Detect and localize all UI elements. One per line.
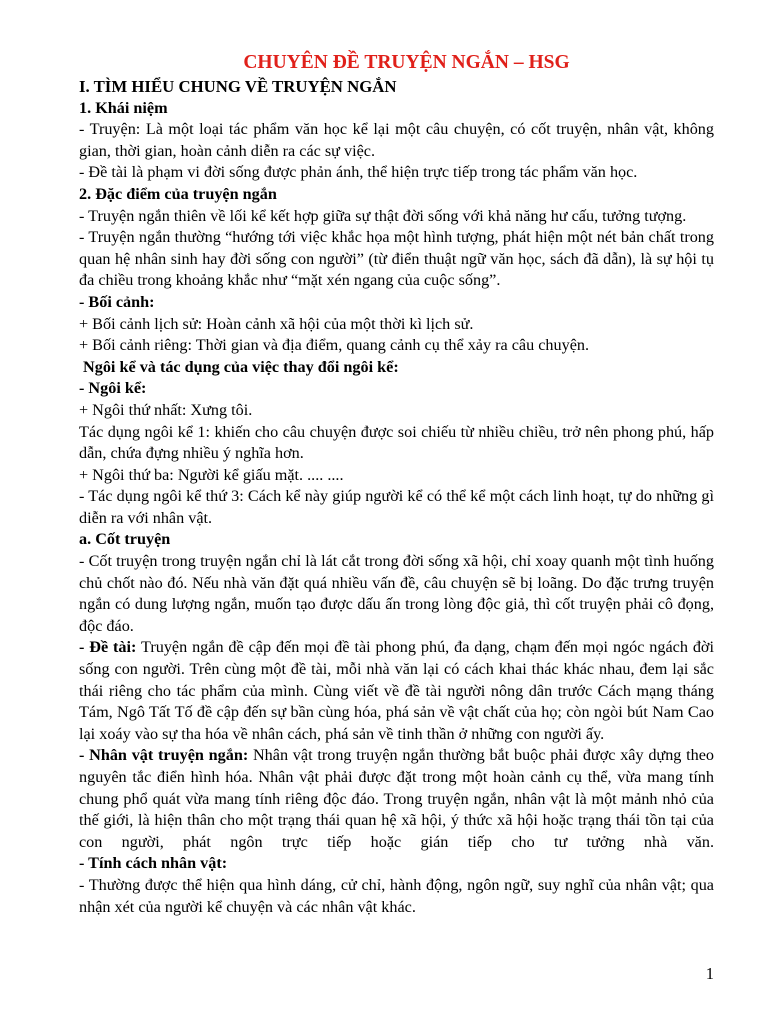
subheading-ngoi-ke-list: - Ngôi kể: [79,379,147,398]
section-heading: I. TÌM HIỂU CHUNG VỀ TRUYỆN NGẮN [79,77,397,96]
paragraph: + Ngôi thứ ba: Người kể giấu mặt. .... .... [79,465,344,484]
paragraph: + Bối cảnh riêng: Thời gian và địa điểm, quang cảnh cụ thể xảy ra câu chuyện. [79,336,590,355]
paragraph: - Cốt truyện trong truyện ngắn chỉ là lát cắt trong đời sống xã hội, chỉ xoay quanh một tình huống chủ chốt nào đó. Nếu nhà văn đặt quá nhiều vấn đề, câu chuyện sẽ bị loãng. Do đặc trưng truyện ngắn có dung lượng ngắn, muốn tạo được dấu ấn trong lòng độc giả, thì cốt truyện phải cô đọng, độc đáo. [79,552,714,635]
subheading-cot-truyen: a. Cốt truyện [79,530,171,549]
subheading-tinh-cach: - Tính cách nhân vật: [79,854,228,873]
subheading-boi-canh: - Bối cảnh: [79,292,155,311]
paragraph-text: Nhân vật trong truyện ngắn thường bắt buộc phải được xây dựng theo nguyên tắc điển hình hóa. Nhân vật phải được đặt trong một hoàn cảnh cụ thể, vừa mang tính chung phổ quát vừa mang tính riêng độc đáo. Trong truyện ngắn, nhân vật là một mảnh nhỏ của thế giới, là hiện thân cho một trạng thái quan hệ xã hội, ý thức xã hội hoặc trạng thái tồn tại của con người, phát ngôn trực tiếp hoặc gián tiếp cho tư tưởng nhà văn. [79,746,715,851]
paragraph-text: Truyện ngắn đề cập đến mọi đề tài phong phú, đa dạng, chạm đến mọi ngóc ngách đời sống con người. Trên cùng một đề tài, mỗi nhà văn lại có cách khai thác khác nhau, đem lại sắc thái riêng cho tác phẩm của mình. Cùng viết về đề tài người nông dân trước Cách mạng tháng Tám, Ngô Tất Tố đề cập đến sự bần cùng hóa, phá sản về vật chất của họ; còn ngòi bút Nam Cao lại xoáy vào sự tha hóa về nhân cách, phá sản về tinh thần ở những con người ấy. [79,638,714,743]
lead-label: - Nhân vật truyện ngắn: [79,746,249,765]
paragraph: Tác dụng ngôi kể 1: khiến cho câu chuyện được soi chiếu từ nhiều chiều, trở nên phong phú, hấp dẫn, chứa đựng nhiều ý nghĩa hơn. [79,422,714,463]
paragraph: - Truyện ngắn thường “hướng tới việc khắc họa một hình tượng, phát hiện một nét bản chất trong quan hệ nhân sinh hay đời sống con người” (từ điển thuật ngữ văn học, sách đã dẫn), là sự hội tụ đa chiều trong khoảng khắc như “mặt xén ngang của cuộc sống”. [79,228,714,290]
subheading-dac-diem: 2. Đặc điểm của truyện ngắn [79,184,277,203]
paragraph: - Thường được thể hiện qua hình dáng, cử chỉ, hành động, ngôn ngữ, suy nghĩ của nhân vật; qua nhận xét của người kể chuyện và các nhân vật khác. [79,875,714,916]
paragraph-nhan-vat [79,745,714,853]
paragraph: - Truyện: Là một loại tác phẩm văn học kể lại một câu chuyện, có cốt truyện, nhân vật, không gian, thời gian, hoàn cảnh diễn ra các sự việc. [79,120,714,160]
lead-label: - Đề tài: [79,638,137,657]
page-number: 1 [705,964,714,983]
document-title: CHUYÊN ĐỀ TRUYỆN NGẮN – HSG [243,52,570,73]
subheading-khai-niem: 1. Khái niệm [79,98,168,117]
paragraph-de-tai [79,637,714,745]
subheading-ngoi-ke: Ngôi kể và tác dụng của việc thay đổi ngôi kể: [79,357,399,376]
paragraph: + Bối cảnh lịch sử: Hoàn cảnh xã hội của một thời kì lịch sử. [79,314,474,333]
paragraph: - Tác dụng ngôi kể thứ 3: Cách kể này giúp người kể có thể kể một cách linh hoạt, tự do những gì diễn ra với nhân vật. [79,487,714,527]
paragraph: - Đề tài là phạm vi đời sống được phản ánh, thể hiện trực tiếp trong tác phẩm văn học. [79,163,638,182]
paragraph: + Ngôi thứ nhất: Xưng tôi. [79,400,253,419]
paragraph: - Truyện ngắn thiên về lối kể kết hợp giữa sự thật đời sống với khả năng hư cấu, tưởng tượng. [79,206,687,225]
